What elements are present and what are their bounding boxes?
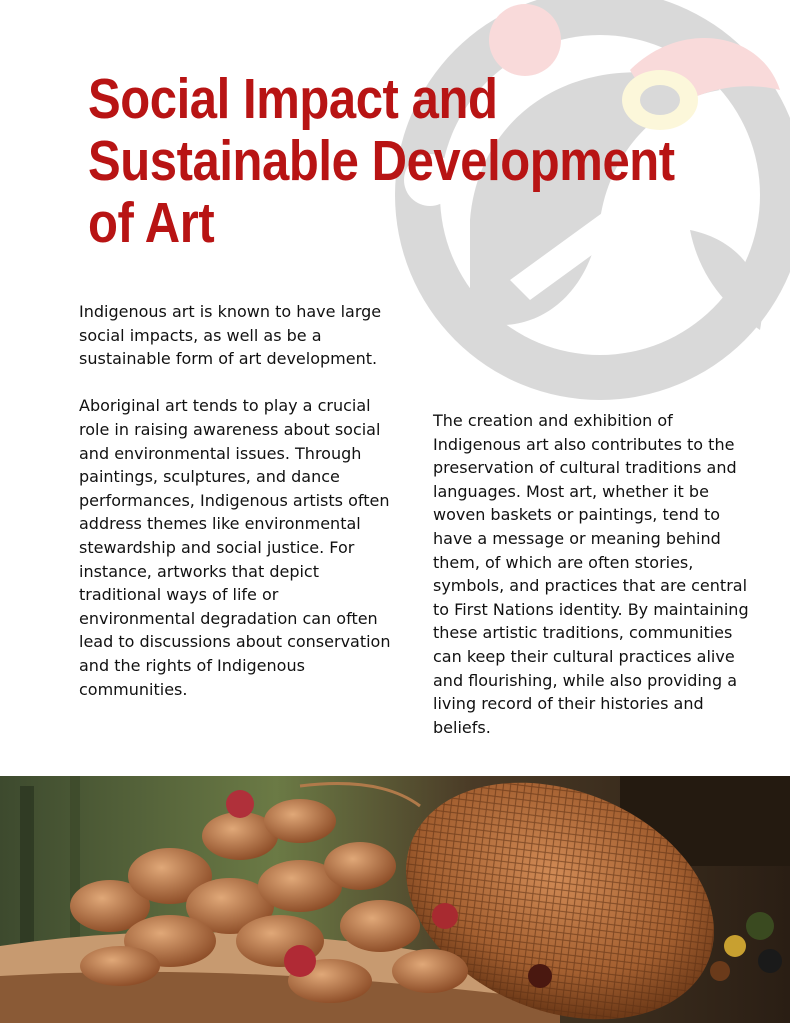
right-column — [433, 409, 753, 739]
page-title — [88, 67, 675, 255]
title-line-2: Sustainable Development — [88, 129, 675, 193]
left-paragraph-2: Aboriginal art tends to play a crucial role in raising awareness about social and environmental issues. Through paintings, sculptures, and dance performances, Indigenous artists often address themes like environmental stewardship and social justice. For instance, artworks that depict traditional ways of life or environmental degradation can often lead to discussions about conservation and the rights of Indigenous communities. — [79, 396, 391, 699]
left-paragraph-1: Indigenous art is known to have large social impacts, as well as be a sustainable form of art development. — [79, 302, 382, 369]
title-line-3: of Art — [88, 191, 215, 255]
left-column — [79, 300, 399, 701]
woven-basket-photo — [0, 776, 790, 1023]
right-paragraph-1: The creation and exhibition of Indigenous art also contributes to the preservation of cultural traditions and languages. Most art, whether it be woven baskets or paintings, tend to have a message or meaning behind them, of which are often stories, symbols, and practices that are central to First Nations identity. By maintaining these artistic traditions, communities can keep their cultural practices alive and flourishing, while also providing a living record of their histories and beliefs. — [433, 411, 749, 737]
title-line-1: Social Impact and — [88, 67, 498, 131]
